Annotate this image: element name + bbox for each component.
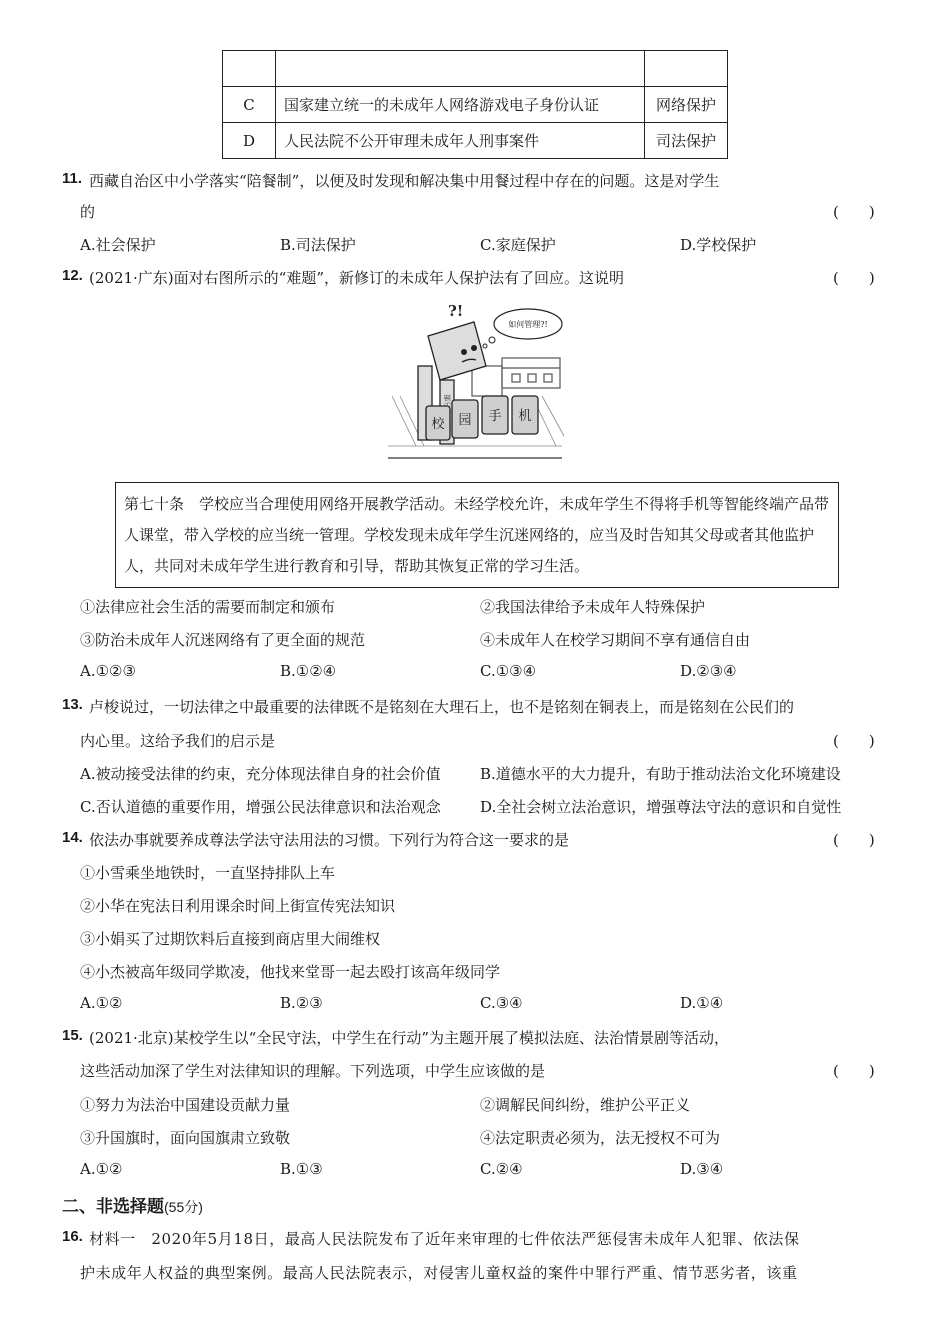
table-cell-type — [645, 51, 728, 87]
phone-char-1: 校 — [431, 417, 445, 432]
statement-1: ①努力为法治中国建设贡献力量 — [80, 1096, 291, 1114]
table-cell-type: 网络保护 — [645, 87, 728, 123]
answer-blank: ( ) — [833, 1062, 875, 1080]
protection-table — [222, 50, 728, 159]
answer-blank: ( ) — [833, 732, 875, 750]
option-b: B.①③ — [280, 1160, 323, 1178]
statement-2: ②调解民间纠纷，维护公平正义 — [480, 1096, 691, 1114]
option-b: B.司法保护 — [280, 236, 356, 254]
question-stem: 依法办事就要养成尊法学法守法用法的习惯。下列行为符合这一要求的是 — [89, 831, 570, 849]
question-number: 16. — [62, 1228, 83, 1245]
cartoon-exclaim: ?! — [448, 302, 464, 320]
option-c: C.③④ — [480, 994, 523, 1012]
table-row — [223, 87, 728, 123]
table-cell-content — [276, 51, 645, 87]
table-row — [223, 123, 728, 159]
question-stem-cont: 的 — [80, 203, 96, 221]
question-stem: (2021·广东)面对右图所示的“难题”，新修订的未成年人保护法有了回应。这说明 — [89, 269, 624, 287]
section-title: 二、非选择题 — [62, 1197, 164, 1216]
statement-3: ③升国旗时，面向国旗肃立致敬 — [80, 1129, 291, 1147]
option-a: A.①② — [80, 1160, 123, 1178]
option-a: A.①② — [80, 994, 123, 1012]
question-stem-cont: 这些活动加深了学生对法律知识的理解。下列选项，中学生应该做的是 — [80, 1062, 546, 1080]
table-cell-letter: C — [223, 87, 276, 123]
statement-2: ②我国法律给予未成年人特殊保护 — [480, 598, 706, 616]
statement-4: ④小杰被高年级同学欺凌，他找来堂哥一起去殴打该高年级同学 — [80, 963, 501, 981]
phone-char-2: 园 — [458, 413, 472, 428]
option-a: A.社会保护 — [80, 236, 156, 254]
statement-3: ③小娟买了过期饮料后直接到商店里大闹维权 — [80, 930, 381, 948]
law-article-box: 第七十条 学校应当合理使用网络开展教学活动。未经学校允许，未成年学生不得将手机等智能终端产品带人课堂，带入学校的应当统一管理。学校发现未成年学生沉迷网络的，应当及时告知其父母或者其他监护人，共同对未成年学生进行教育和引导，帮助其恢复正常的学习生活。 — [115, 482, 839, 588]
school-phone-cartoon — [382, 296, 568, 464]
cartoon-bubble-text: 如何管理?! — [508, 320, 548, 329]
statement-1: ①小雪乘坐地铁时，一直坚持排队上车 — [80, 864, 336, 882]
answer-blank: ( ) — [833, 203, 875, 221]
table-row — [223, 51, 728, 87]
answer-blank: ( ) — [833, 831, 875, 849]
statement-4: ④未成年人在校学习期间不享有通信自由 — [480, 631, 751, 649]
option-c: C.①③④ — [480, 662, 537, 680]
statement-2: ②小华在宪法日利用课余时间上街宣传宪法知识 — [80, 897, 396, 915]
option-b: B.②③ — [280, 994, 323, 1012]
option-c: C.否认道德的重要作用，增强公民法律意识和法治观念 — [80, 798, 441, 816]
phone-char-4: 机 — [518, 409, 532, 424]
table-cell-type: 司法保护 — [645, 123, 728, 159]
question-number: 13. — [62, 696, 83, 713]
phone-char-3: 手 — [488, 409, 502, 424]
option-b: B.道德水平的大力提升，有助于推动法治文化环境建设 — [480, 765, 841, 783]
section-heading — [62, 1192, 203, 1217]
material-text: 材料一 2020年5月18日，最高人民法院发布了近年来审理的七件依法严惩侵害未成年人犯罪、依法保 — [89, 1230, 800, 1248]
option-b: B.①②④ — [280, 662, 337, 680]
answer-blank: ( ) — [833, 269, 875, 287]
option-d: D.①④ — [680, 994, 724, 1012]
table-cell-letter — [223, 51, 276, 87]
table-cell-content: 国家建立统一的未成年人网络游戏电子身份认证 — [276, 87, 645, 123]
table-cell-content: 人民法院不公开审理未成年人刑事案件 — [276, 123, 645, 159]
statement-3: ③防治未成年人沉迷网络有了更全面的规范 — [80, 631, 366, 649]
question-number: 14. — [62, 829, 83, 846]
section-points: (55分) — [164, 1199, 203, 1215]
question-stem-cont: 内心里。这给予我们的启示是 — [80, 732, 276, 750]
option-a: A.①②③ — [80, 662, 136, 680]
question-number: 15. — [62, 1027, 83, 1044]
option-a: A.被动接受法律的约束，充分体现法律自身的社会价值 — [80, 765, 441, 783]
question-stem: 卢梭说过，一切法律之中最重要的法律既不是铭刻在大理石上，也不是铭刻在铜表上，而是铭刻在公民们的 — [89, 698, 795, 716]
option-d: D.学校保护 — [680, 236, 757, 254]
table-cell-letter: D — [223, 123, 276, 159]
question-number: 12. — [62, 267, 83, 284]
material-text-cont: 护未成年人权益的典型案例。最高人民法院表示，对侵害儿童权益的案件中罪行严重、情节恶劣者，该重 — [80, 1264, 798, 1282]
option-d: D.全社会树立法治意识，增强尊法守法的意识和自觉性 — [480, 798, 842, 816]
statement-4: ④法定职责必须为，法无授权不可为 — [480, 1129, 721, 1147]
option-c: C.②④ — [480, 1160, 523, 1178]
statement-1: ①法律应社会生活的需要而制定和颁布 — [80, 598, 336, 616]
question-stem: 西藏自治区中小学落实“陪餐制”，以便及时发现和解决集中用餐过程中存在的问题。这是对学生 — [89, 172, 720, 190]
question-stem: (2021·北京)某校学生以“全民守法，中学生在行动”为主题开展了模拟法庭、法治情景剧等活动， — [89, 1029, 729, 1047]
option-d: D.③④ — [680, 1160, 724, 1178]
option-d: D.②③④ — [680, 662, 737, 680]
option-c: C.家庭保护 — [480, 236, 556, 254]
question-number: 11. — [62, 170, 83, 187]
